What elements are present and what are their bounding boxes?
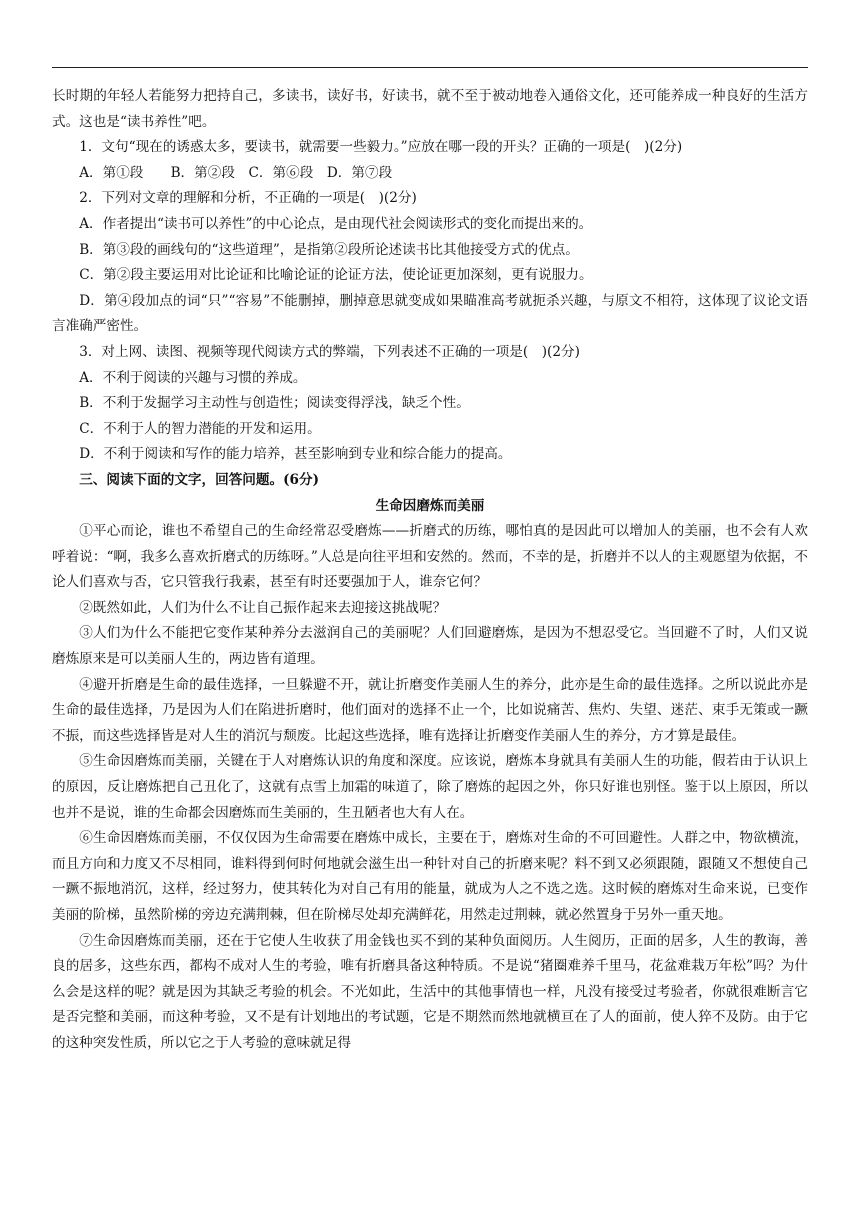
- article-title: 生命因磨炼而美丽: [375, 497, 485, 514]
- question-1-options: A．第①段 B．第②段 C．第⑥段 D．第⑦段: [79, 164, 393, 181]
- question-2-option-a: A．作者提出“读书可以养性”的中心论点，是由现代社会阅读形式的变化而提出来的。: [79, 215, 593, 232]
- section-3-heading: 三、阅读下面的文字，回答问题。(6分): [79, 471, 320, 488]
- question-3-option-c: C．不利于人的智力潜能的开发和运用。: [79, 420, 321, 437]
- question-2: 2．下列对文章的理解和分析，不正确的一项是( )(2分): [79, 190, 417, 207]
- question-3: 3．对上网、读图、视频等现代阅读方式的弊端，下列表述不正确的一项是( )(2分): [79, 343, 580, 360]
- question-3-option-b: B．不利于发掘学习主动性与创造性；阅读变得浮浅，缺乏个性。: [79, 395, 470, 412]
- article-paragraph-6: ⑥生命因磨炼而美丽，不仅仅因为生命需要在磨炼中成长，主要在于，磨炼对生命的不可回避性。人群之中，物欲横流，而且方向和力度又不尽相同，谁料得到何时何地就会滋生出一种针对自己的折磨来呢？料不到又必须跟随，跟随又不想使自己一蹶不振地消沉，这样，经过努力，使其转化为对自己有用的能量，就成为人之不选之选。这时候的磨炼对生命来说，已变作美丽的阶梯，虽然阶梯的旁边充满荆棘，但在阶梯尽处却充满鲜花，用然走过荆棘，就必然置身于另外一重天地。: [52, 830, 808, 923]
- article-paragraph-7: ⑦生命因磨炼而美丽，还在于它使人生收获了用金钱也买不到的某种负面阅历。人生阅历，正面的居多，人生的教诲，善良的居多，这些东西，都构不成对人生的考验，唯有折磨具备这种特质。不是说“猪圈难养千里马，花盆难栽万年松”吗？为什么会是这样的呢？就是因为其缺乏考验的机会。不光如此，生活中的其他事情也一样，凡没有接受过考验者，你就很难断言它是否完整和美丽，而这种考验，又不是有计划地出的考试题，它是不期然而然地就横亘在了人的面前，使人猝不及防。由于它的这种突发性质，所以它之于人考验的意味就足得: [52, 932, 808, 1051]
- article-paragraph-4: ④避开折磨是生命的最佳选择，一旦躲避不开，就让折磨变作美丽人生的养分，此亦是生命的最佳选择。之所以说此亦是生命的最佳选择，乃是因为人们在陷进折磨时，他们面对的选择不止一个，比如说痛苦、焦灼、失望、迷茫、束手无策或一蹶不振，而这些选择皆是对人生的消沉与颓废。比起这些选择，唯有选择让折磨变作美丽人生的养分，方才算是最佳。: [52, 676, 808, 744]
- article-paragraph-1: ①平心而论，谁也不希望自己的生命经常忍受磨炼——折磨式的历练，哪怕真的是因此可以增加人的美丽，也不会有人欢呼着说：“啊，我多么喜欢折磨式的历练呀。”人总是向往平坦和安然的。然而，不幸的是，折磨并不以人的主观愿望为依据，不论人们喜欢与否，它只管我行我素，甚至有时还要强加于人，谁奈它何？: [52, 523, 808, 591]
- article-paragraph-3: ③人们为什么不能把它变作某种养分去滋润自己的美丽呢？人们回避磨炼，是因为不想忍受它。当回避不了时，人们又说磨炼原来是可以美丽人生的，两边皆有道理。: [52, 625, 808, 668]
- question-2-option-c: C．第②段主要运用对比论证和比喻论证的论证方法，使论证更加深刻，更有说服力。: [79, 267, 593, 284]
- question-2-option-b: B．第③段的画线句的“这些道理”，是指第②段所论述读书比其他接受方式的优点。: [79, 241, 579, 258]
- article-paragraph-2: ②既然如此，人们为什么不让自己振作起来去迎接这挑战呢？: [79, 599, 447, 616]
- question-3-option-d: D．不利于阅读和写作的能力培养，甚至影响到专业和综合能力的提高。: [79, 446, 512, 463]
- question-2-option-d: D．第④段加点的词“只”“容易”不能删掉，删掉意思就变成如果瞄准高考就扼杀兴趣，与原文不相符，这体现了议论文语言准确严密性。: [52, 292, 808, 335]
- header-rule: [52, 67, 808, 68]
- continued-paragraph: 长时期的年轻人若能努力把持自己，多读书，读好书，好读书，就不至于被动地卷入通俗文化，还可能养成一种良好的生活方式。这也是“读书养性”吧。: [52, 88, 808, 130]
- question-1: 1．文句“现在的诱惑太多，要读书，就需要一些毅力。”应放在哪一段的开头？正确的一项是( )(2分): [79, 139, 683, 156]
- document-body: [52, 84, 808, 1057]
- question-3-option-a: A．不利于阅读的兴趣与习惯的养成。: [79, 369, 307, 386]
- article-paragraph-5: ⑤生命因磨炼而美丽，关键在于人对磨炼认识的角度和深度。应该说，磨炼本身就具有美丽人生的功能，假若由于认识上的原因，反让磨炼把自己丑化了，这就有点雪上加霜的味道了，除了磨炼的起因之外，你只好谁也别怪。鉴于以上原因，所以也并不是说，谁的生命都会因磨炼而生美丽的，生丑陋者也大有人在。: [52, 753, 808, 821]
